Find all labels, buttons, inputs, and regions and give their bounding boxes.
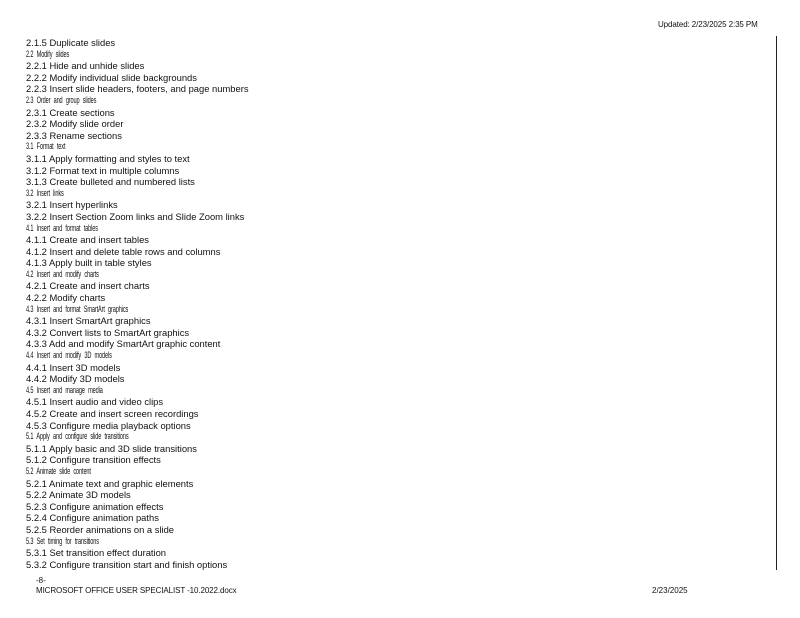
outline-item: 2.3.2 Modify slide order: [26, 118, 124, 130]
outline-item: 5.1.2 Configure transition effects: [26, 454, 161, 466]
outline-item: 5.3.2 Configure transition start and finish options: [26, 558, 228, 570]
outline-item: 2.3.3 Rename sections: [26, 129, 122, 141]
updated-timestamp: Updated: 2/23/2025 2:35 PM: [658, 20, 758, 29]
outline-item: 3.2.2 Insert Section Zoom links and Slide Zoom links: [26, 210, 245, 222]
section-heading: 5.3 Set timing for transitions: [26, 535, 99, 546]
section-heading: 4.2 Insert and modify charts: [26, 268, 99, 279]
outline-item: 5.2.3 Configure animation effects: [26, 500, 164, 512]
outline-item: 4.2.1 Create and insert charts: [26, 280, 150, 292]
outline-item: 5.2.2 Animate 3D models: [26, 489, 131, 501]
section-heading: 4.4 Insert and modify 3D models: [26, 350, 112, 361]
outline-item: 2.2.2 Modify individual slide backgrounds: [26, 71, 197, 83]
outline-item: 2.1.5 Duplicate slides: [26, 37, 116, 48]
outline-item: 4.4.2 Modify 3D models: [26, 373, 125, 385]
document-filename: MICROSOFT OFFICE USER SPECIALIST -10.2022.docx: [36, 586, 237, 595]
outline-item: 4.1.3 Apply built in table styles: [26, 257, 152, 269]
outline-item: 4.3.2 Convert lists to SmartArt graphics: [26, 326, 190, 338]
outline-item: 3.2.1 Insert hyperlinks: [26, 199, 118, 211]
footer-date: 2/23/2025: [652, 586, 688, 595]
outline-item: 3.1.1 Apply formatting and styles to text: [26, 152, 190, 164]
outline-item: 4.5.1 Insert audio and video clips: [26, 396, 164, 408]
outline-item: 5.1.1 Apply basic and 3D slide transitions: [26, 442, 197, 454]
outline-item: 4.3.3 Add and modify SmartArt graphic content: [26, 338, 221, 350]
section-heading: 3.1 Format text: [26, 141, 66, 152]
section-heading: 3.2 Insert links: [26, 187, 64, 198]
section-heading: 4.3 Insert and format SmartArt graphics: [26, 303, 129, 314]
section-heading: 2.3 Order and group slides: [26, 94, 97, 105]
outline-item: 5.2.5 Reorder animations on a slide: [26, 523, 175, 535]
outline-list: [26, 37, 766, 570]
section-heading: 4.1 Insert and format tables: [26, 222, 98, 233]
outline-item: 3.1.3 Create bulleted and numbered lists: [26, 176, 195, 188]
outline-item: 2.2.3 Insert slide headers, footers, and page numbers: [26, 83, 249, 95]
outline-item: 4.4.1 Insert 3D models: [26, 361, 121, 373]
outline-item: 4.5.2 Create and insert screen recordings: [26, 408, 199, 419]
outline-item: 4.3.1 Insert SmartArt graphics: [26, 315, 151, 327]
section-heading: 5.2 Animate slide content: [26, 465, 91, 476]
section-heading: 2.2 Modify slides: [26, 48, 70, 59]
outline-item: 5.2.1 Animate text and graphic elements: [26, 477, 194, 489]
outline-item: 3.1.2 Format text in multiple columns: [26, 164, 180, 176]
section-heading: 4.5 Insert and manage media: [26, 384, 103, 395]
outline-item: 4.5.3 Configure media playback options: [26, 419, 191, 431]
section-heading: 5.1 Apply and configure slide transitions: [26, 431, 129, 442]
outline-item: 5.2.4 Configure animation paths: [26, 512, 159, 524]
outline-item: 2.3.1 Create sections: [26, 106, 115, 118]
outline-item: 4.1.1 Create and insert tables: [26, 234, 149, 246]
outline-item: 4.1.2 Insert and delete table rows and columns: [26, 245, 221, 257]
outline-item: 2.2.1 Hide and unhide slides: [26, 60, 145, 72]
margin-rule: [776, 36, 777, 570]
outline-item: 5.3.1 Set transition effect duration: [26, 547, 167, 559]
page-number: -8-: [36, 576, 46, 585]
outline-item: 4.2.2 Modify charts: [26, 292, 106, 304]
